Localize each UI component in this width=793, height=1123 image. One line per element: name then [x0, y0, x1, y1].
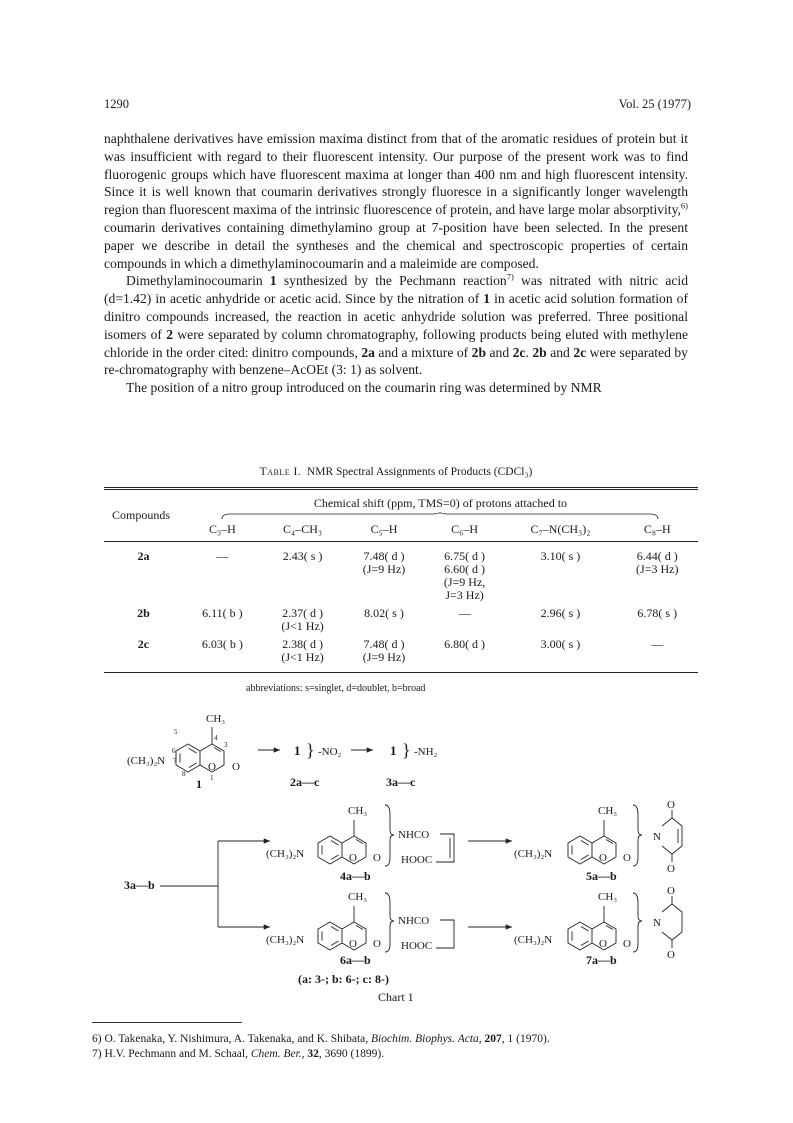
- svg-text:O: O: [349, 852, 357, 864]
- shift-cell: 3.00( s ): [540, 637, 581, 651]
- svg-text:O: O: [667, 885, 675, 897]
- svg-text:CH₃: CH₃: [206, 713, 226, 725]
- abbreviations-note: abbreviations: s=singlet, d=doublet, b=broad: [246, 683, 426, 694]
- chart-caption: Chart 1: [378, 990, 414, 1004]
- compound-cell: 2b: [137, 606, 150, 620]
- svg-text:8: 8: [182, 770, 186, 778]
- svg-text:N: N: [653, 917, 661, 929]
- table-row: [104, 634, 698, 673]
- compound-5: [514, 799, 682, 883]
- svg-text:NHCO: NHCO: [398, 829, 430, 841]
- svg-text:CH₃: CH₃: [348, 805, 368, 817]
- svg-text:O: O: [599, 852, 607, 864]
- shift-cell: 2.43( s ): [282, 549, 323, 563]
- shift-cell: —: [651, 637, 664, 651]
- table-row: [104, 603, 698, 634]
- svg-text:}: }: [402, 740, 411, 760]
- row-header: Compounds: [104, 489, 183, 542]
- svg-text:O: O: [373, 852, 381, 864]
- column-header: C₅–H: [370, 522, 398, 536]
- svg-text:1: 1: [294, 743, 301, 758]
- position-legend: (a: 3-; b: 6-; c: 8-): [298, 972, 389, 986]
- shift-cell: 8.02( s ): [364, 606, 404, 620]
- compound-6: [266, 891, 454, 967]
- brace-icon: [220, 512, 660, 520]
- compound-cell: 2a: [137, 549, 150, 563]
- body-text: [104, 130, 688, 397]
- svg-text:O: O: [208, 761, 216, 773]
- compound-cell: 2c: [137, 637, 150, 651]
- svg-text:1: 1: [210, 774, 214, 782]
- footnote-7: 7) H.V. Pechmann and M. Schaal, Chem. Ber., 32, 3690 (1899).: [92, 1048, 385, 1060]
- svg-text:O: O: [667, 949, 675, 961]
- svg-text:-NH₂: -NH₂: [414, 746, 438, 758]
- footnote-rule: [92, 1022, 242, 1023]
- svg-text:3a—b: 3a—b: [124, 878, 155, 892]
- svg-text:3a—c: 3a—c: [386, 775, 416, 789]
- column-header: C₇–N(CH₃)₂: [530, 522, 591, 536]
- svg-text:(CH₃)₂N: (CH₃)₂N: [266, 848, 305, 860]
- svg-text:HOOC: HOOC: [401, 940, 433, 952]
- svg-text:1: 1: [390, 743, 397, 758]
- shift-cell: 2.38( d ) (J<1 Hz): [281, 637, 324, 664]
- svg-text:O: O: [373, 938, 381, 950]
- compound-1: [127, 713, 240, 791]
- svg-text:(CH₃)₂N: (CH₃)₂N: [266, 934, 305, 946]
- shift-cell: 6.44( d ) (J=3 Hz): [636, 549, 679, 576]
- journal-volume: Vol. 25 (1977): [618, 97, 691, 111]
- shift-cell: 6.03( b ): [201, 637, 243, 651]
- svg-text:CH₃: CH₃: [598, 891, 618, 903]
- svg-text:O: O: [599, 938, 607, 950]
- nmr-table: [104, 487, 698, 673]
- paragraph-1: naphthalene derivatives have emission maxima distinct from that of the aromatic residues of protein but it was insufficient with regard to their fluorescent intensity. Our purpose of the present work was to find fluorogenic groups which have fluorescent maxima at longer than 400 nm and high fluorescent intensity. Since it is well known that coumarin derivatives strongly fluoresce in a significantly longer wavelength region than fluorescent maxima of the intrinsic fluorescence of protein, and have large molar absorptivity,$^{6)}$ coumarin derivatives containing dimethylamino group at 7-position have been selected. In the present paper we describe in detail the syntheses and the chemical and spectroscopic properties of certain compounds in which a dimethylaminocoumarin and a maleimide are composed.: [104, 131, 688, 271]
- svg-text:O: O: [667, 799, 675, 811]
- svg-text:O: O: [623, 938, 631, 950]
- compound-7: [514, 885, 682, 967]
- shift-cell: 7.48( d ) (J=9 Hz): [362, 637, 406, 664]
- shift-cell: 2.96( s ): [540, 606, 581, 620]
- svg-text:3: 3: [224, 741, 228, 749]
- svg-text:4a—b: 4a—b: [340, 869, 371, 883]
- shift-cell: —: [216, 549, 229, 563]
- shift-cell: —: [458, 606, 471, 620]
- shift-cell: 3.10( s ): [540, 549, 581, 563]
- svg-text:N: N: [653, 831, 661, 843]
- svg-text:4: 4: [214, 734, 218, 742]
- svg-text:7: 7: [173, 757, 177, 765]
- svg-text:5: 5: [174, 728, 178, 736]
- svg-text:1: 1: [196, 777, 202, 791]
- svg-text:O: O: [232, 761, 240, 773]
- svg-text:HOOC: HOOC: [401, 854, 433, 866]
- svg-text:CH₃: CH₃: [348, 891, 368, 903]
- svg-text:(CH₃)₂N: (CH₃)₂N: [514, 848, 553, 860]
- shift-cell: 6.80( d ): [444, 637, 486, 651]
- shift-cell: 6.75( d ) 6.60( d ) (J=9 Hz, J=3 Hz): [443, 549, 486, 602]
- svg-text:6a—b: 6a—b: [340, 953, 371, 967]
- svg-text:O: O: [349, 938, 357, 950]
- svg-text:NHCO: NHCO: [398, 915, 430, 927]
- svg-text:}: }: [306, 740, 315, 760]
- table-title: Table I. NMR Spectral Assignments of Products (CDCl₃): [259, 466, 533, 478]
- svg-text:CH₃: CH₃: [598, 805, 618, 817]
- group-header: Chemical shift (ppm, TMS=0) of protons attached to: [183, 489, 698, 522]
- svg-text:(CH₃)₂N: (CH₃)₂N: [127, 755, 166, 767]
- column-header: C₆–H: [451, 522, 478, 536]
- column-header: C₄–CH₃: [283, 522, 323, 536]
- shift-cell: 7.48( d ) (J=9 Hz): [362, 549, 406, 576]
- shift-cell: 6.11( b ): [202, 606, 243, 620]
- shift-cell: 6.78( s ): [637, 606, 678, 620]
- compound-4: [266, 805, 454, 883]
- svg-text:6: 6: [172, 747, 176, 755]
- paragraph-3: The position of a nitro group introduced on the coumarin ring was determined by NMR: [126, 380, 602, 396]
- svg-text:O: O: [623, 852, 631, 864]
- svg-text:(CH₃)₂N: (CH₃)₂N: [514, 934, 553, 946]
- shift-cell: 2.37( d ) (J<1 Hz): [281, 606, 324, 633]
- column-header: C₃–H: [208, 522, 236, 536]
- svg-text:5a—b: 5a—b: [586, 869, 617, 883]
- paragraph-2: Dimethylaminocoumarin 1 synthesized by the Pechmann reaction$^{7)}$ was nitrated with nitric acid (d=1.42) in acetic anhydride or acetic acid. Since by the nitration of 1 in acetic acid solution formation of dinitro compounds increased, the reaction in acetic anhydride solution was preferred. Three positional isomers of 2 were separated by column chromatography, following products being eluted with methylene chloride in the order cited: dinitro compounds, 2a and a mixture of 2b and 2c. 2b and 2c were separated by re-chromatography with benzene–AcOEt (3: 1) as solvent.: [104, 271, 689, 378]
- svg-text:O: O: [667, 863, 675, 875]
- table-row: [104, 542, 698, 604]
- footnote-6: 6) O. Takenaka, Y. Nishimura, A. Takenaka, and K. Shibata, Biochim. Biophys. Acta, 207, 1 (1970).: [92, 1033, 550, 1045]
- page-number: 1290: [104, 97, 129, 111]
- svg-text:7a—b: 7a—b: [586, 953, 617, 967]
- svg-text:-NO₂: -NO₂: [318, 746, 342, 758]
- reaction-scheme: [0, 700, 793, 1010]
- column-header: C₈–H: [643, 522, 671, 536]
- svg-text:2a—c: 2a—c: [290, 775, 320, 789]
